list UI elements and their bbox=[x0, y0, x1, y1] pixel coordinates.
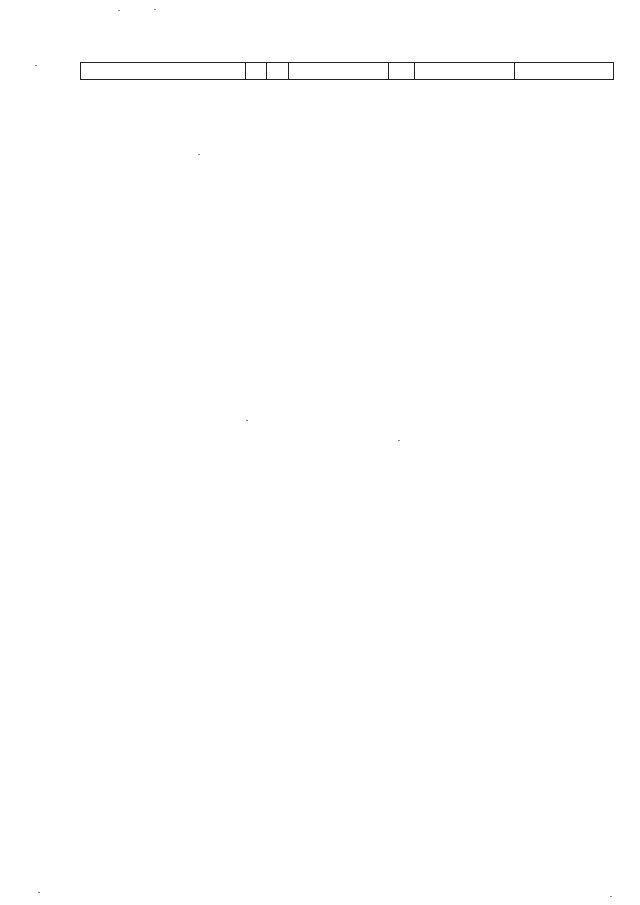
scan-speck bbox=[38, 892, 40, 893]
header-col-6 bbox=[415, 63, 515, 79]
header-col-5 bbox=[389, 63, 415, 79]
header-col-1 bbox=[81, 63, 246, 79]
table-header bbox=[80, 62, 614, 80]
header-col-2 bbox=[246, 63, 267, 79]
scan-speck bbox=[246, 420, 248, 421]
scan-speck bbox=[154, 9, 156, 10]
scan-speck bbox=[198, 154, 200, 155]
header-col-3 bbox=[267, 63, 289, 79]
header-col-7 bbox=[515, 63, 613, 79]
scan-speck bbox=[398, 440, 400, 441]
scan-speck bbox=[610, 896, 612, 897]
scan-speck bbox=[35, 65, 37, 66]
header-col-4 bbox=[289, 63, 389, 79]
scan-speck bbox=[118, 10, 120, 11]
